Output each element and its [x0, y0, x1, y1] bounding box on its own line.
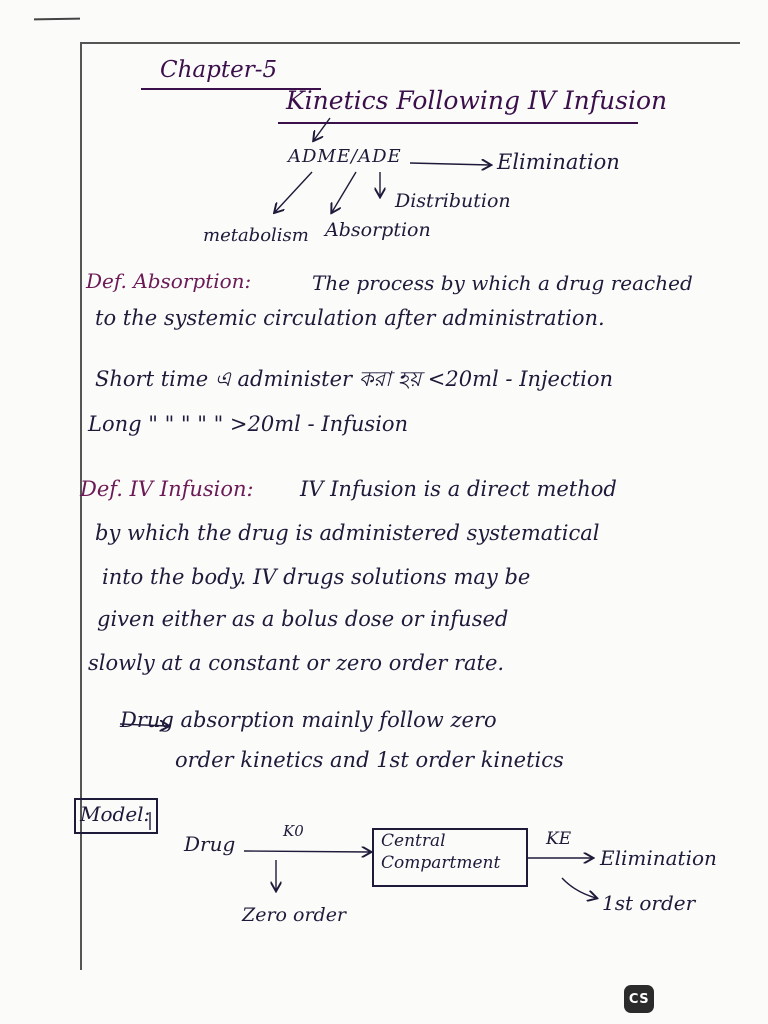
definition-absorption-text: The process by which a drug reached — [312, 271, 693, 295]
diagram-drug-label: Drug — [184, 832, 236, 856]
absorption-label: Absorption — [325, 219, 431, 241]
text-line: to the systemic circulation after administration. — [95, 306, 605, 330]
page-title: Kinetics Following IV Infusion — [286, 86, 668, 115]
adme-label: ADME/ADE — [288, 146, 402, 167]
arrow-title-to-adme — [314, 118, 330, 140]
elimination-label: Elimination — [497, 150, 620, 174]
model-label: Model: — [80, 802, 151, 826]
arrow-bullet — [120, 724, 168, 726]
chapter-heading: Chapter-5 — [160, 57, 278, 83]
arrow-drug-to-central — [244, 851, 370, 852]
arrow-adme-to-elimination — [410, 163, 490, 165]
metabolism-label: metabolism — [203, 225, 309, 246]
text-line: by which the drug is administered systematical — [95, 521, 600, 545]
central-compartment-line1: Central — [381, 831, 446, 851]
diagram-elimination-label: Elimination — [600, 846, 717, 870]
diagram-zero-order-label: Zero order — [242, 904, 347, 926]
text-line: given either as a bolus dose or infused — [97, 607, 509, 631]
definition-absorption-label: Def. Absorption: — [86, 269, 252, 293]
text-line: Long " " " " " >20ml - Infusion — [88, 412, 409, 436]
diagram-first-order-label: 1st order — [602, 891, 696, 915]
text-line: slowly at a constant or zero order rate. — [88, 651, 505, 675]
arrow-to-first-order — [562, 878, 596, 898]
central-compartment-line2: Compartment — [381, 853, 501, 873]
definition-iv-infusion-label: Def. IV Infusion: — [80, 477, 254, 501]
arrow-adme-to-absorption — [332, 172, 356, 212]
diagram-k0-label: K0 — [283, 822, 304, 840]
camscanner-logo-icon: CS — [624, 985, 654, 1013]
diagram-ke-label: KE — [546, 829, 572, 849]
text-line: Drug absorption mainly follow zero — [120, 708, 497, 732]
distribution-label: Distribution — [395, 190, 511, 212]
arrow-adme-to-metabolism — [275, 172, 312, 212]
text-line: Short time এ administer করা হয় <20ml - Injection — [95, 367, 614, 391]
definition-iv-infusion-text: IV Infusion is a direct method — [300, 477, 617, 501]
text-line: order kinetics and 1st order kinetics — [175, 748, 564, 772]
text-line: into the body. IV drugs solutions may be — [102, 565, 531, 589]
